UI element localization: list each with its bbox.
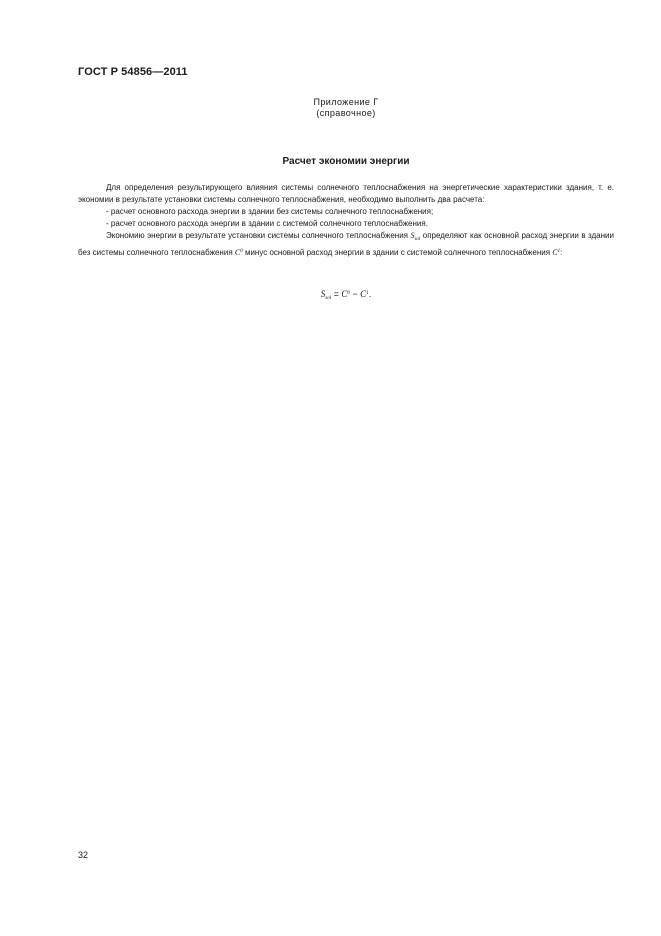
paragraph-text: минус основной расход энергии в здании с системой солнечного теплоснабжения: [242, 248, 553, 257]
body-text: [78, 182, 614, 259]
symbol-s-sol: $S_{sol}$: [410, 231, 421, 242]
savings-formula: $S_{sol} = C^0 - C^1$.: [320, 289, 372, 301]
annex-heading: [0, 97, 661, 119]
annex-title: Приложение Г: [313, 97, 379, 107]
symbol-c0: $C^0$: [234, 248, 243, 257]
paragraph-intro: Для определения результирующего влияния системы солнечного теплоснабжения на энергетические характеристики здания, т. е. экономии в результате установки системы солнечного теплоснабжения, необходимо выполнить два расчета:: [78, 183, 614, 204]
list-item: - расчет основного расхода энергии в здании с системой солнечного теплоснабжения.: [106, 219, 428, 228]
paragraph-savings: Экономию энергии в результате установки системы солнечного теплоснабжения $S_{sol}$ определяют как основной расход энергии в здании без системы солнечного теплоснабжения $C^0$ минус основной расход энергии в здании с системой солнечного теплоснабжения $C^1$:: [78, 231, 614, 257]
page-number: 32: [78, 850, 89, 860]
annex-status: (справочное): [316, 108, 376, 118]
section-title: Расчет экономии энергии: [282, 156, 410, 167]
list-item: - расчет основного расхода энергии в здании без системы солнечного теплоснабжения;: [106, 207, 434, 216]
paragraph-text: определяют как основной расход энергии в здании без системы солнечного теплоснабжения: [78, 231, 614, 257]
standard-designation: ГОСТ Р 54856—2011: [78, 66, 188, 78]
symbol-c1: $C^1$: [552, 248, 561, 257]
paragraph-text: Экономию энергии в результате установки системы солнечного теплоснабжения: [106, 231, 411, 240]
